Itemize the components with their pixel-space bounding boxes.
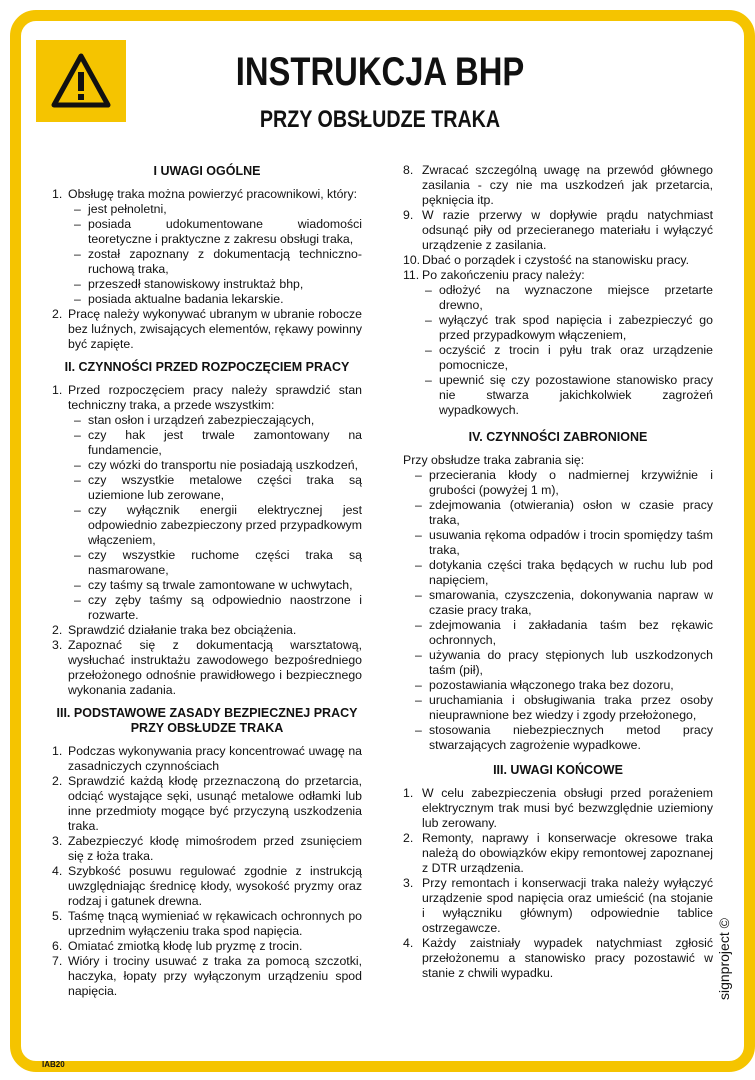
sub-item-text: zdejmowania (otwierania) osłon w czasie pracy traka, [429,498,713,527]
sub-item: – czy wyłącznik energii elektrycznej jest odpowiednio zabezpieczony przed przypadkowym włączeniem, [74,503,362,547]
sub-item-text: oczyścić z trocin i pyłu trak oraz urządzenie pomocnicze, [439,343,713,372]
section-title-before-work: II. CZYNNOŚCI PRZED ROZPOCZĘCIEM PRACY [64,360,350,374]
sub-item: – czy wszystkie metalowe części traka są uziemione lub zerowane, [74,473,362,502]
item-text: Remonty, naprawy i konserwacje okresowe traka należą do obowiązków ekipy remontowej zapoznanej z DTR urządzenia. [422,831,713,875]
sub-item-text: przecierania kłody o nadmiernej krzywiźnie i grubości (powyżej 1 m), [429,468,713,497]
sub-item-text: upewnić się czy pozostawione stanowisko pracy nie stwarza jakichkolwiek zagrożeń wypadkowych. [439,373,713,417]
sub-item: – przecierania kłody o nadmiernej krzywiźnie i grubości (powyżej 1 m), [415,468,713,497]
list-item [52,774,362,834]
item-text: Po zakończeniu pracy należy: [422,268,585,282]
item-number: 3. [52,834,63,848]
sub-item-text: czy hak jest trwale zamontowany na fundamencie, [88,428,362,457]
item-number: 2. [52,623,63,637]
section-title-safe-work-line2: PRZY OBSŁUDZE TRAKA [130,721,284,735]
list-item [52,939,362,954]
section-title-general: I UWAGI OGÓLNE [153,164,261,178]
sub-item: – zdejmowania i zakładania taśm bez rękawic ochronnych, [415,618,713,647]
item-number: 2. [52,307,63,321]
sub-item-text: został zapoznany z dokumentacją techniczno-ruchową traka, [88,247,362,276]
sub-item-text: wyłączyć trak spod napięcia i zabezpieczyć go przed przypadkowym włączeniem, [439,313,713,342]
sub-item-text: czy zęby taśmy są odpowiednio naostrzone i rozwarte. [88,593,362,622]
list-item [52,954,362,999]
item-text: Omiatać zmiotką kłodę lub pryzmę z trocin. [68,939,303,953]
list-item [52,383,362,413]
item-number: 3. [403,876,414,890]
brand-mark: signproject © [716,918,732,1000]
sub-item: – czy hak jest trwale zamontowany na fundamencie, [74,428,362,457]
item-text: W razie przerwy w dopływie prądu natychmiast odsunąć piły od przecieranego materiału i wyłączyć urządzenie z zasilania. [422,208,713,252]
item-number: 1. [52,744,63,758]
section-title-safe-work: III. PODSTAWOWE ZASADY BEZPIECZNEJ PRACY [56,706,358,720]
sub-item: – wyłączyć trak spod napięcia i zabezpieczyć go przed przypadkowym włączeniem, [425,313,713,342]
sub-item-text: przeszedł stanowiskowy instruktaż bhp, [88,277,304,291]
item-text: Szybkość posuwu regulować zgodnie z instrukcją uwzględniając średnicę kłody, wysokość pryzmy oraz rodzaj i gatunek drewna. [68,864,362,908]
list-item [52,638,362,698]
sub-item-text: jest pełnoletni, [88,202,167,216]
item-number: 9. [403,208,414,222]
section-title-forbidden: IV. CZYNNOŚCI ZABRONIONE [468,430,648,444]
sub-item: – zdejmowania (otwierania) osłon w czasie pracy traka, [415,498,713,527]
sub-item-text: czy wszystkie ruchome części traka są nasmarowane, [88,548,362,577]
item-text: Zwracać szczególną uwagę na przewód głównego zasilania - czy nie ma uszkodzeń jak przetarcia, pęknięcia itp. [422,163,713,207]
sub-item: – posiada aktualne badania lekarskie. [74,292,362,307]
right-column [403,163,713,981]
sub-item-text: posiada aktualne badania lekarskie. [88,292,284,306]
item-number: 1. [52,187,63,201]
item-text: Przy remontach i konserwacji traka należy wyłączyć urządzenie spod napięcia oraz umieścić (na stojanie i wyłączniku głównym) odpowiednie tablice ostrzegawcze. [422,876,713,935]
sub-item-text: dotykania części traka będących w ruchu lub pod napięciem, [429,558,713,587]
sub-item: – upewnić się czy pozostawione stanowisko pracy nie stwarza jakichkolwiek zagrożeń wypadkowych. [425,373,713,417]
item-text: Wióry i trociny usuwać z traka za pomocą szczotki, haczyka, łopaty przy wyłączonym urządzeniu spod napięcia. [68,954,362,998]
sub-item: – uruchamiania i obsługiwania traka przez osoby nieuprawnione bez wiedzy i zgody przełożonego, [415,693,713,722]
sub-item: – stosowania niebezpiecznych metod pracy stwarzających zagrożenie wypadkowe. [415,723,713,752]
item-text: Taśmę tnącą wymieniać w rękawicach ochronnych po uprzednim wyłączeniu traka spod napięcia. [68,909,362,938]
item-number: 4. [52,864,63,878]
list-item [403,208,713,253]
sub-item-text: pozostawiania włączonego traka bez dozoru, [429,678,674,692]
item-text: Pracę należy wykonywać ubranym w ubranie robocze bez luźnych, zwisających elementów, rękawy powinny być zapięte. [68,307,362,351]
list-item [403,163,713,208]
sub-item-text: używania do pracy stępionych lub uszkodzonych taśm (pił), [429,648,713,677]
sub-item-text: stan osłon i urządzeń zabezpieczających, [88,413,315,427]
list-item [403,253,713,268]
item-number: 4. [403,936,414,950]
sub-item-text: stosowania niebezpiecznych metod pracy stwarzających zagrożenie wypadkowe. [429,723,713,752]
warning-sign-box [36,40,126,122]
sub-item: – został zapoznany z dokumentacją techniczno-ruchową traka, [74,247,362,276]
sub-item: – czy zęby taśmy są odpowiednio naostrzone i rozwarte. [74,593,362,622]
sub-item: – czy wszystkie ruchome części traka są nasmarowane, [74,548,362,577]
sub-item-text: czy wyłącznik energii elektrycznej jest odpowiednio zabezpieczony przed przypadkowym włączeniem, [88,503,362,547]
page-subtitle: PRZY OBSŁUDZE TRAKA [259,106,501,133]
sub-item-text: smarowania, czyszczenia, dokonywania napraw w czasie pracy traka, [429,588,713,617]
sub-item: – używania do pracy stępionych lub uszkodzonych taśm (pił), [415,648,713,677]
sub-item: – przeszedł stanowiskowy instruktaż bhp, [74,277,362,292]
list-item [52,187,362,202]
sub-item-text: usuwania rękoma odpadów i trocin spomiędzy taśm traka, [429,528,713,557]
forbidden-intro: Przy obsłudze traka zabrania się: [403,453,585,467]
item-number: 2. [52,774,63,788]
item-number: 2. [403,831,414,845]
sub-item: – jest pełnoletni, [74,202,362,217]
item-number: 8. [403,163,414,177]
sub-item: – pozostawiania włączonego traka bez dozoru, [415,678,713,693]
sub-item-text: czy wózki do transportu nie posiadają uszkodzeń, [88,458,358,472]
list-item [52,909,362,939]
item-number: 3. [52,638,63,652]
item-text: Dbać o porządek i czystość na stanowisku pracy. [422,253,690,267]
item-text: Sprawdzić działanie traka bez obciążenia. [68,623,297,637]
item-text: Zabezpieczyć kłodę mimośrodem przed zsunięciem się z łoża traka. [68,834,362,863]
list-item [52,307,362,352]
item-text: W celu zabezpieczenia obsługi przed porażeniem elektrycznym trak musi być bezwzględnie uziemiony lub zerowany. [422,786,713,830]
sub-item: – oczyścić z trocin i pyłu trak oraz urządzenie pomocnicze, [425,343,713,372]
item-text: Sprawdzić każdą kłodę przeznaczoną do przetarcia, odciąć wystające sęki, usunąć metalowe odłamki lub inne przedmioty mogące być przyczyną uszkodzenia traka. [68,774,362,833]
left-column [52,164,362,999]
item-text: Każdy zaistniały wypadek natychmiast zgłosić przełożonemu a stanowisko pracy pozostawić w stanie z chwili wypadku. [422,936,713,980]
list-item [403,876,713,936]
list-item [403,936,713,981]
sub-item: – czy taśmy są trwale zamontowane w uchwytach, [74,578,362,593]
item-text: Podczas wykonywania pracy koncentrować uwagę na zasadniczych czynnościach [68,744,362,773]
sub-item-text: odłożyć na wyznaczone miejsce przetarte drewno, [439,283,713,312]
list-item [52,623,362,638]
sub-item: – czy wózki do transportu nie posiadają uszkodzeń, [74,458,362,473]
sub-item: – smarowania, czyszczenia, dokonywania napraw w czasie pracy traka, [415,588,713,617]
sub-item-text: zdejmowania i zakładania taśm bez rękawic ochronnych, [429,618,713,647]
sub-item-text: czy wszystkie metalowe części traka są uziemione lub zerowane, [88,473,362,502]
item-number: 5. [52,909,63,923]
sub-item: – odłożyć na wyznaczone miejsce przetarte drewno, [425,283,713,312]
sub-item: – dotykania części traka będących w ruchu lub pod napięciem, [415,558,713,587]
warning-triangle-icon [50,52,112,110]
list-item [403,268,713,283]
sub-item-text: uruchamiania i obsługiwania traka przez osoby nieuprawnione bez wiedzy i zgody przełożonego, [429,693,713,722]
sub-item-text: czy taśmy są trwale zamontowane w uchwytach, [88,578,353,592]
item-number: 10. [403,253,421,267]
list-item [403,786,713,831]
item-text: Przed rozpoczęciem pracy należy sprawdzić stan techniczny traka, a przede wszystkim: [68,383,362,412]
item-number: 1. [403,786,414,800]
item-number: 1. [52,383,63,397]
list-item [52,834,362,864]
item-text: Zapoznać się z dokumentacją warsztatową, wysłuchać instruktażu zawodowego bezpośredniego przełożonego odnośnie prawidłowego i bezpiecznego wykonania zadania. [68,638,362,697]
item-text: Obsługę traka można powierzyć pracownikowi, który: [68,187,358,201]
sub-item: – usuwania rękoma odpadów i trocin spomiędzy taśm traka, [415,528,713,557]
product-code: IAB20 [42,1060,65,1069]
sub-item: – posiada udokumentowane wiadomości teoretyczne i praktyczne z zakresu obsługi traka, [74,217,362,246]
sub-item: – stan osłon i urządzeń zabezpieczających, [74,413,362,428]
page-title: INSTRUKCJA BHP [235,50,525,94]
section-title-final-notes: III. UWAGI KOŃCOWE [493,763,623,777]
list-item [52,864,362,909]
item-number: 7. [52,954,63,968]
item-number: 6. [52,939,63,953]
list-item [403,831,713,876]
item-number: 11. [403,268,420,282]
sub-item-text: posiada udokumentowane wiadomości teoretyczne i praktyczne z zakresu obsługi traka, [88,217,362,246]
list-item [52,744,362,774]
